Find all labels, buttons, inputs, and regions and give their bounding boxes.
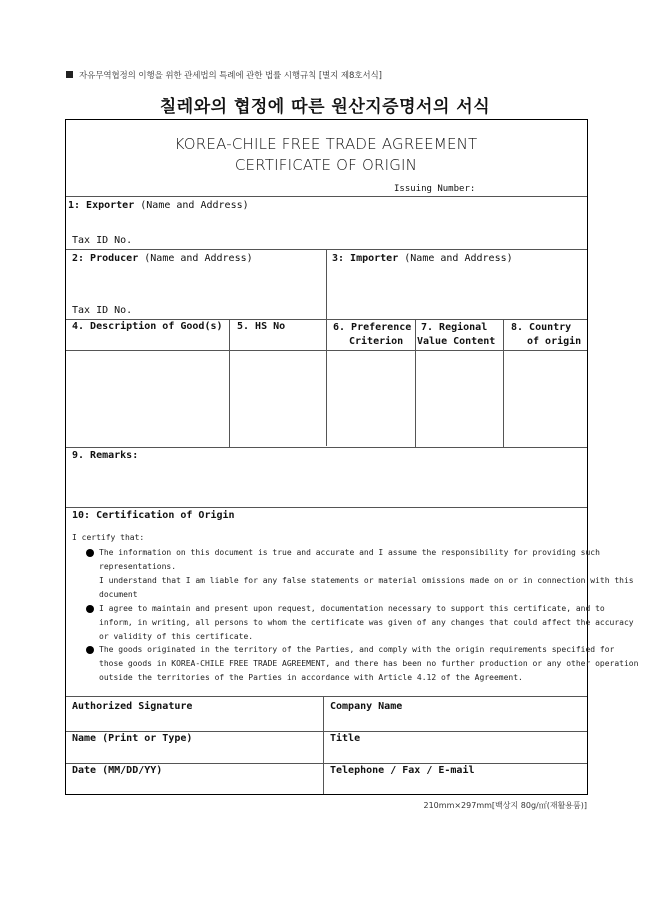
certification-label: 10: Certification of Origin — [72, 510, 235, 521]
importer-sublabel: (Name and Address) — [404, 253, 513, 264]
preference-header-line1: 6. Preference — [333, 322, 412, 333]
producer-sublabel: (Name and Address) — [144, 253, 253, 264]
preference-cell[interactable] — [327, 351, 414, 446]
document-title: 칠레와의 협정에 따른 원산지증명서의 서식 — [159, 97, 491, 117]
title-label: Title — [330, 733, 361, 744]
bullet3-line2: those goods in KOREA-CHILE FREE TRADE AGREEMENT, and there has been no further production or any other operation — [99, 659, 639, 668]
regulation-note-text: 자유무역협정의 이행을 위한 관세법의 특례에 관한 법률 시행규칙 [별지 제8호서식] — [79, 71, 382, 81]
bullet1-line1: The information on this document is true and accurate and I assume the responsibility for providing such — [99, 548, 600, 557]
divider — [66, 763, 587, 764]
country-cell[interactable] — [504, 351, 587, 446]
description-header: 4. Description of Good(s) — [72, 321, 223, 332]
producer-tax-id: Tax ID No. — [72, 305, 133, 316]
bullet2-line2: inform, in writing, all persons to whom the certificate was given of any changes that could affect the accuracy — [99, 618, 634, 627]
divider — [66, 196, 587, 197]
divider — [66, 731, 587, 732]
certify-text: I certify that: — [72, 533, 145, 542]
country-header-line1: 8. Country — [511, 322, 572, 333]
importer-field[interactable] — [332, 253, 513, 264]
title-field[interactable] — [324, 747, 587, 762]
hs-cell[interactable] — [230, 351, 325, 446]
issuing-number-label: Issuing Number: — [394, 184, 476, 194]
date-label: Date (MM/DD/YY) — [72, 765, 163, 776]
bullet1-line2: representations. — [99, 562, 177, 571]
hs-header: 5. HS No — [237, 321, 286, 332]
exporter-tax-id: Tax ID No. — [72, 235, 133, 246]
remarks-label: 9. Remarks: — [72, 450, 139, 461]
date-field[interactable] — [66, 779, 322, 793]
bullet2-line1: I agree to maintain and present upon request, documentation necessary to support this certificate, and to — [99, 604, 605, 613]
bullet1-line4: document — [99, 590, 138, 599]
remarks-field[interactable] — [66, 464, 587, 506]
divider — [66, 696, 587, 697]
description-cell[interactable] — [66, 351, 228, 446]
regulation-note — [66, 69, 382, 81]
company-name-label: Company Name — [330, 701, 403, 712]
producer-label: 2: Producer — [72, 253, 139, 264]
exporter-sublabel: (Name and Address) — [140, 200, 249, 211]
certificate-form — [65, 119, 639, 795]
authorized-signature-field[interactable] — [66, 716, 322, 730]
producer-field[interactable] — [72, 253, 253, 264]
bullet3-line1: The goods originated in the territory of the Parties, and comply with the origin requirements specified for — [99, 645, 615, 654]
importer-label: 3: Importer — [332, 253, 399, 264]
regional-cell[interactable] — [416, 351, 502, 446]
form-title-line1: KOREA-CHILE FREE TRADE AGREEMENT — [174, 135, 478, 153]
divider — [66, 507, 587, 508]
divider — [66, 319, 587, 320]
bullet1-line3: I understand that I am liable for any false statements or material omissions made on or in connection with this — [99, 576, 634, 585]
telephone-field[interactable] — [324, 779, 587, 793]
square-bullet-icon — [66, 71, 73, 78]
bullet-icon — [86, 605, 94, 613]
bullet2-line3: or validity of this certificate. — [99, 632, 254, 641]
regional-header-line2: Value Content — [417, 336, 496, 347]
print-name-field[interactable] — [66, 747, 322, 762]
authorized-signature-label: Authorized Signature — [72, 701, 193, 712]
exporter-field[interactable] — [68, 200, 249, 211]
regional-header-line1: 7. Regional — [421, 322, 488, 333]
form-title-line2: CERTIFICATE OF ORIGIN — [234, 156, 418, 174]
bullet-icon — [86, 549, 94, 557]
divider — [66, 447, 587, 448]
exporter-label: 1: Exporter — [68, 200, 135, 211]
country-header-line2: of origin — [527, 336, 582, 347]
bullet-icon — [86, 646, 94, 654]
company-name-field[interactable] — [324, 716, 587, 730]
preference-header-line2: Criterion — [349, 336, 404, 347]
paper-spec-footer: 210mm×297mm[백상지 80g/㎡(재활용품)] — [423, 801, 587, 810]
telephone-label: Telephone / Fax / E-mail — [330, 765, 475, 776]
bullet3-line3: outside the territories of the Parties in accordance with Article 4.12 of the Agreement. — [99, 673, 523, 682]
print-name-label: Name (Print or Type) — [72, 733, 193, 744]
